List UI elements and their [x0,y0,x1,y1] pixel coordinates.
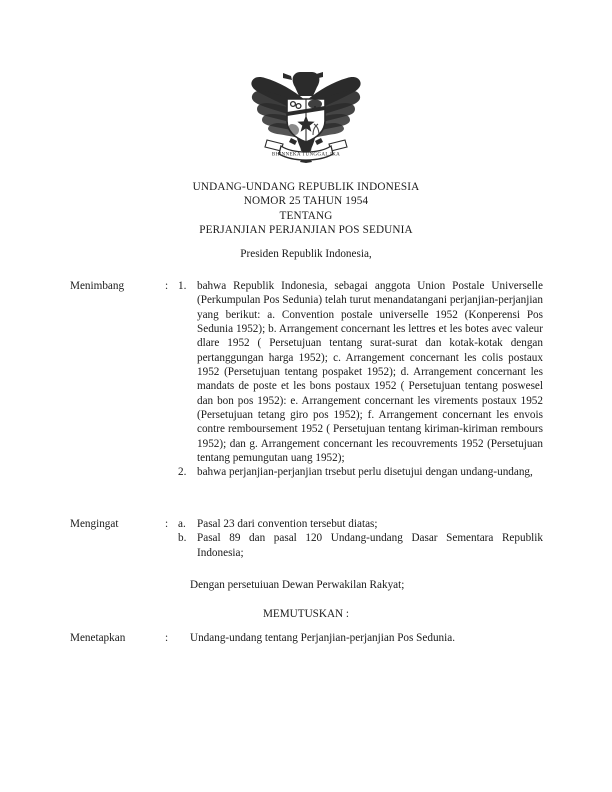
decision-heading: MEMUTUSKAN : [262,608,350,620]
garuda-pancasila-emblem [247,66,365,166]
mengingat-item-b [178,531,543,560]
menimbang-item-1-marker: 1. [178,280,187,292]
mengingat-item-b-text: Pasal 89 dan pasal 120 Undang-undang Dasar Sementara Republik Indonesia; [197,532,543,559]
title-line-3: TENTANG [279,209,333,222]
menimbang-items [178,279,543,480]
menimbang-label: Menimbang [70,280,125,292]
mengingat-item-a-text: Pasal 23 dari convention tersebut diatas; [197,518,378,530]
menimbang-item-1-text: bahwa Republik Indonesia, sebagai anggota Union Postale Universelle (Perkumpulan Pos Sedunia) telah turut menandatangani perjanjian-perjanjian yang berikut: a. Convention postale universelle 1952 (Konperensi Pos Sedunia 1952); b. Arrangement concernant les lettres et les botes avec valeur dlare 1952 ( Persetujuan tentang surat-surat dan kotak-kotak dengan pertanggungan harga 1952); c. Arrangement concernant les colis postaux 1952 (Persetujuan tentang pospaket 1952); d. Arrangement concernant les mandats de poste et les bons postaux 1952 ( Persetujuan tentang poswesel dan bon pos 1952): e. Arrangement concernant les virements postaux 1952 (Persetujuan tetang giro pos 1952); f. Arrangement concernant les envois contre remboursement 1952 ( Persetujuan tentang kiriman-kiriman rembours 1952); dan g. Arrangement concernant les recouvrements 1952 (Persetujuan tentang pemungutan uang 1952); [197,280,543,465]
mengingat-item-b-marker: b. [178,532,187,545]
clause-menetapkan [0,631,612,661]
menimbang-colon: : [165,280,169,292]
mengingat-item-a-marker: a. [178,518,186,530]
mengingat-colon: : [165,518,169,530]
clause-mengingat [0,517,612,577]
title-line-4: PERJANJIAN PERJANJIAN POS SEDUNIA [199,223,413,236]
svg-text:BHINNEKA TUNGGAL IKA: BHINNEKA TUNGGAL IKA [271,151,341,158]
menimbang-item-1 [178,279,543,465]
approval-line: Dengan persetuiuan Dewan Perwakilan Rakyat; [190,579,405,591]
menimbang-item-2 [178,465,543,479]
menetapkan-text: Undang-undang tentang Perjanjian-perjanjian Pos Sedunia. [190,632,456,644]
mengingat-label: Mengingat [70,518,119,530]
title-line-1: UNDANG-UNDANG REPUBLIK INDONESIA [192,181,420,193]
mengingat-item-a [178,517,543,531]
clause-menimbang [0,279,612,499]
document-title-block [0,180,612,237]
menimbang-item-2-marker: 2. [178,466,187,479]
emblem-container [0,66,612,166]
mengingat-items [178,517,543,560]
menetapkan-colon: : [165,632,169,644]
title-line-2: NOMOR 25 TAHUN 1954 [243,195,369,208]
menetapkan-label: Menetapkan [70,632,126,644]
menimbang-item-2-text: bahwa perjanjian-perjanjian trsebut perlu disetujui dengan undang-undang, [197,466,533,479]
opening-line: Presiden Republik Indonesia, [240,248,372,260]
